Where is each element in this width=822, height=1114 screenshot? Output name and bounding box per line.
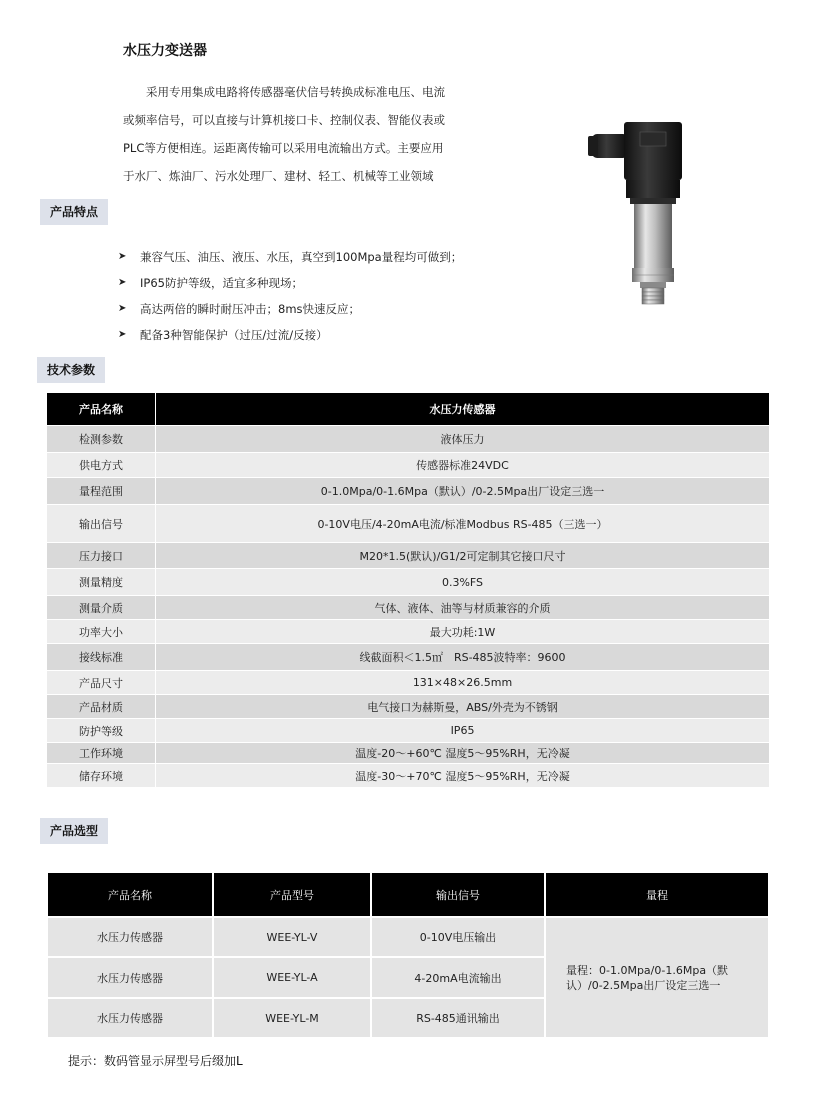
spec-header-name: 产品名称 — [47, 393, 156, 426]
spec-row — [47, 644, 770, 671]
spec-value: 温度-30～+70℃ 湿度5～95%RH，无冷凝 — [156, 764, 770, 788]
spec-value: 液体压力 — [156, 426, 770, 453]
spec-value: IP65 — [156, 719, 770, 743]
model-product-name: 水压力传感器 — [47, 998, 213, 1038]
feature-text: 配备3种智能保护（过压/过流/反接） — [140, 328, 328, 342]
spec-row — [47, 596, 770, 620]
spec-key: 压力接口 — [47, 543, 156, 569]
arrow-bullet-icon: ➤ — [118, 277, 127, 288]
spec-key: 输出信号 — [47, 505, 156, 543]
spec-value: M20*1.5(默认)/G1/2可定制其它接口尺寸 — [156, 543, 770, 569]
spec-value: 最大功耗:1W — [156, 620, 770, 644]
model-output: 0-10V电压输出 — [371, 917, 545, 957]
model-header-row — [47, 872, 769, 917]
model-row — [47, 917, 769, 957]
document-title: 水压力变送器 — [123, 43, 207, 59]
spec-row — [47, 620, 770, 644]
feature-item — [118, 244, 462, 270]
intro-line: PLC等方便相连。运距离传输可以采用电流输出方式。主要应用 — [123, 141, 444, 155]
spec-key: 量程范围 — [47, 478, 156, 505]
spec-key: 供电方式 — [47, 453, 156, 478]
model-header-output: 输出信号 — [371, 872, 545, 917]
spec-value: 气体、液体、油等与材质兼容的介质 — [156, 596, 770, 620]
intro-line: 采用专用集成电路将传感器毫伏信号转换成标准电压、电流 — [123, 85, 445, 99]
spec-key: 储存环境 — [47, 764, 156, 788]
spec-header-value: 水压力传感器 — [156, 393, 770, 426]
model-header-name: 产品名称 — [47, 872, 213, 917]
spec-key: 测量精度 — [47, 569, 156, 596]
feature-item — [118, 322, 462, 348]
spec-value: 传感器标准24VDC — [156, 453, 770, 478]
model-code: WEE-YL-A — [213, 957, 371, 998]
spec-row — [47, 453, 770, 478]
spec-value: 0.3%FS — [156, 569, 770, 596]
spec-value: 131×48×26.5mm — [156, 671, 770, 695]
model-header-range: 量程 — [545, 872, 769, 917]
arrow-bullet-icon: ➤ — [118, 329, 127, 340]
spec-row — [47, 743, 770, 764]
pressure-sensor-image — [588, 112, 700, 312]
spec-key: 接线标准 — [47, 644, 156, 671]
spec-key: 功率大小 — [47, 620, 156, 644]
model-output: 4-20mA电流输出 — [371, 957, 545, 998]
model-table — [46, 871, 770, 1039]
model-code: WEE-YL-M — [213, 998, 371, 1038]
spec-value: 0-10V电压/4-20mA电流/标准Modbus RS-485（三选一） — [156, 505, 770, 543]
model-output: RS-485通讯输出 — [371, 998, 545, 1038]
section-specs: 技术参数 — [37, 357, 105, 383]
section-features: 产品特点 — [40, 199, 108, 225]
feature-item — [118, 270, 462, 296]
model-product-name: 水压力传感器 — [47, 957, 213, 998]
model-range: 量程：0-1.0Mpa/0-1.6Mpa（默认）/0-2.5Mpa出厂设定三选一 — [545, 917, 769, 1038]
arrow-bullet-icon: ➤ — [118, 303, 127, 314]
spec-value: 电气接口为赫斯曼，ABS/外壳为不锈钢 — [156, 695, 770, 719]
spec-key: 产品尺寸 — [47, 671, 156, 695]
spec-key: 产品材质 — [47, 695, 156, 719]
model-header-model: 产品型号 — [213, 872, 371, 917]
feature-item — [118, 296, 462, 322]
section-selection: 产品选型 — [40, 818, 108, 844]
spec-value: 0-1.0Mpa/0-1.6Mpa（默认）/0-2.5Mpa出厂设定三选一 — [156, 478, 770, 505]
intro-line: 于水厂、炼油厂、污水处理厂、建材、轻工、机械等工业领域 — [123, 169, 434, 183]
spec-row — [47, 695, 770, 719]
spec-key: 测量介质 — [47, 596, 156, 620]
model-code: WEE-YL-V — [213, 917, 371, 957]
spec-row — [47, 543, 770, 569]
arrow-bullet-icon: ➤ — [118, 251, 127, 262]
spec-row — [47, 764, 770, 788]
feature-text: 兼容气压、油压、液压、水压，真空到100Mpa量程均可做到； — [140, 250, 463, 264]
spec-header-row — [47, 393, 770, 426]
intro-paragraph — [123, 78, 483, 190]
model-product-name: 水压力传感器 — [47, 917, 213, 957]
spec-row — [47, 569, 770, 596]
spec-row — [47, 671, 770, 695]
spec-key: 防护等级 — [47, 719, 156, 743]
spec-row — [47, 505, 770, 543]
spec-key: 工作环境 — [47, 743, 156, 764]
spec-table — [46, 392, 770, 788]
spec-value: 线截面积＜1.5㎡ RS-485波特率：9600 — [156, 644, 770, 671]
spec-row — [47, 478, 770, 505]
intro-line: 或频率信号，可以直接与计算机接口卡、控制仪表、智能仪表或 — [123, 113, 445, 127]
spec-value: 温度-20～+60℃ 湿度5～95%RH，无冷凝 — [156, 743, 770, 764]
spec-row — [47, 426, 770, 453]
note-text: 提示：数码管显示屏型号后缀加L — [68, 1054, 243, 1068]
spec-key: 检测参数 — [47, 426, 156, 453]
spec-row — [47, 719, 770, 743]
feature-text: 高达两倍的瞬时耐压冲击；8ms快速反应； — [140, 302, 361, 316]
feature-text: IP65防护等级，适宜多种现场； — [140, 276, 303, 290]
feature-list — [118, 244, 462, 348]
